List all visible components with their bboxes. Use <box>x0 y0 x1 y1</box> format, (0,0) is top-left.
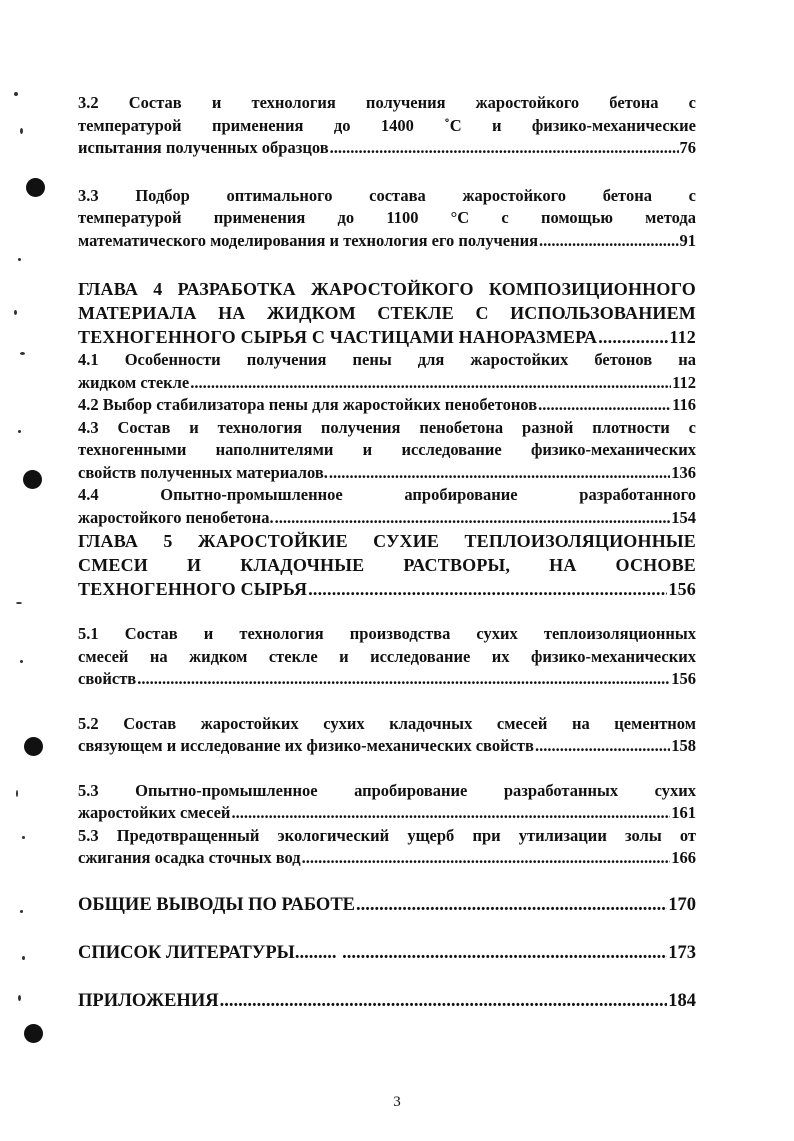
toc-entry-4-4[interactable] <box>78 484 696 529</box>
scan-speck <box>14 310 17 315</box>
dot-leader <box>329 462 670 485</box>
table-of-contents <box>78 92 696 1014</box>
dot-leader <box>535 735 670 758</box>
toc-entry-4-3[interactable] <box>78 417 696 485</box>
toc-line: сжигания осадка сточных вод <box>78 848 301 867</box>
toc-line: 5.2 Состав жаростойких сухих кладочных смесей на цементном <box>78 713 696 733</box>
toc-line: ТЕХНОГЕННОГО СЫРЬЯ С ЧАСТИЦАМИ НАНОРАЗМЕРА <box>78 327 598 347</box>
toc-line: смесей на жидком стекле и исследование их физико-механических <box>78 646 696 666</box>
toc-line: ПРИЛОЖЕНИЯ <box>78 990 219 1011</box>
toc-entry-4-1[interactable] <box>78 349 696 394</box>
dot-leader <box>220 988 668 1014</box>
page-ref: 170 <box>668 894 696 915</box>
toc-entry-4-2[interactable] <box>78 394 696 417</box>
scan-speck <box>20 910 23 913</box>
scan-speck <box>20 352 25 355</box>
page-ref: 166 <box>671 848 696 867</box>
toc-entry-appendices[interactable] <box>78 988 696 1014</box>
toc-line: свойств полученных материалов. <box>78 462 328 482</box>
toc-line: СПИСОК ЛИТЕРАТУРЫ......... <box>78 942 342 963</box>
page-ref: 136 <box>671 462 696 482</box>
scan-speck <box>14 92 18 96</box>
toc-line: испытания полученных образцов <box>78 138 329 157</box>
toc-entry-5-1[interactable] <box>78 623 696 691</box>
binder-hole-1 <box>26 178 45 197</box>
toc-line: 4.3 Состав и технология получения пенобетона разной плотности с <box>78 417 696 437</box>
toc-line: ГЛАВА 4 РАЗРАБОТКА ЖАРОСТОЙКОГО КОМПОЗИЦИОННОГО <box>78 279 696 299</box>
dot-leader <box>137 668 670 691</box>
page-ref: 156 <box>671 669 696 688</box>
page-ref: 161 <box>671 803 696 822</box>
dot-leader <box>538 394 671 417</box>
toc-line: жидком стекле <box>78 372 190 392</box>
toc-line: математического моделирования и технология его получения <box>78 230 539 250</box>
dot-leader <box>231 802 670 825</box>
toc-entry-5-3-testing[interactable] <box>78 780 696 825</box>
toc-line: ТЕХНОГЕННОГО СЫРЬЯ <box>78 579 308 599</box>
page-ref: 158 <box>671 736 696 755</box>
toc-line: техногенными наполнителями и исследование физико-механических <box>78 440 696 459</box>
toc-line: 4.2 Выбор стабилизатора пены для жаростойких пенобетонов <box>78 395 538 414</box>
dot-leader <box>308 577 667 601</box>
toc-line: ГЛАВА 5 ЖАРОСТОЙКИЕ СУХИЕ ТЕПЛОИЗОЛЯЦИОННЫЕ <box>78 531 696 551</box>
dot-leader <box>356 892 667 918</box>
scan-speck <box>22 836 25 839</box>
dot-leader <box>190 372 671 395</box>
scan-speck <box>16 602 22 604</box>
toc-line: температурой применения до 1400 ˚С и физико-механические <box>78 115 696 135</box>
dot-leader <box>342 940 667 966</box>
scan-speck <box>18 995 21 1001</box>
binder-hole-3 <box>24 737 43 756</box>
dot-leader <box>598 325 668 349</box>
dot-leader <box>539 230 678 253</box>
toc-entry-references[interactable] <box>78 940 696 966</box>
toc-entry-chapter-4[interactable] <box>78 277 696 349</box>
toc-line: температурой применения до 1100 °С с помощью метода <box>78 208 696 227</box>
toc-line: 4.4 Опытно-промышленное апробирование разработанного <box>78 485 696 504</box>
page-ref: 76 <box>679 138 696 157</box>
toc-entry-5-2[interactable] <box>78 713 696 758</box>
page-ref: 173 <box>668 942 696 963</box>
page-ref: 154 <box>671 507 696 527</box>
toc-line: 3.3 Подбор оптимального состава жаростойкого бетона с <box>78 185 696 205</box>
toc-entry-conclusions[interactable] <box>78 892 696 918</box>
toc-entry-chapter-5[interactable] <box>78 529 696 601</box>
toc-line: связующем и исследование их физико-механических свойств <box>78 736 534 755</box>
binder-hole-4 <box>24 1024 43 1043</box>
toc-line: жаростойких смесей <box>78 803 231 822</box>
page-ref: 112 <box>669 327 696 347</box>
toc-line: жаростойкого пенобетона. <box>78 507 274 527</box>
dot-leader <box>302 847 671 870</box>
page-ref: 116 <box>672 395 696 414</box>
scan-speck <box>16 790 18 797</box>
binder-hole-2 <box>23 470 42 489</box>
scan-speck <box>22 956 25 960</box>
toc-line: 5.3 Предотвращенный экологический ущерб при утилизации золы от <box>78 825 696 845</box>
toc-entry-5-3-ecology[interactable] <box>78 825 696 870</box>
toc-entry-3-2[interactable] <box>78 92 696 160</box>
dot-leader <box>330 137 679 160</box>
page-ref: 112 <box>672 372 696 392</box>
scan-speck <box>20 660 23 663</box>
toc-line: ОБЩИЕ ВЫВОДЫ ПО РАБОТЕ <box>78 894 355 915</box>
toc-entry-3-3[interactable] <box>78 185 696 253</box>
scan-speck <box>18 258 21 261</box>
toc-line: 5.3 Опытно-промышленное апробирование разработанных сухих <box>78 780 696 800</box>
toc-line: 4.1 Особенности получения пены для жаростойких бетонов на <box>78 350 696 369</box>
scan-speck <box>18 430 21 433</box>
scan-speck <box>20 128 23 134</box>
toc-line: 5.1 Состав и технология производства сухих теплоизоляционных <box>78 624 696 643</box>
toc-line: свойств <box>78 669 137 688</box>
page-ref: 184 <box>668 990 696 1011</box>
dot-leader <box>275 507 671 530</box>
toc-line: СМЕСИ И КЛАДОЧНЫЕ РАСТВОРЫ, НА ОСНОВЕ <box>78 555 696 575</box>
toc-line: МАТЕРИАЛА НА ЖИДКОМ СТЕКЛЕ С ИСПОЛЬЗОВАНИЕМ <box>78 303 696 323</box>
page-number: 3 <box>393 1094 401 1110</box>
page-ref: 91 <box>679 230 696 250</box>
page-ref: 156 <box>668 579 696 599</box>
toc-line: 3.2 Состав и технология получения жаростойкого бетона с <box>78 93 696 112</box>
